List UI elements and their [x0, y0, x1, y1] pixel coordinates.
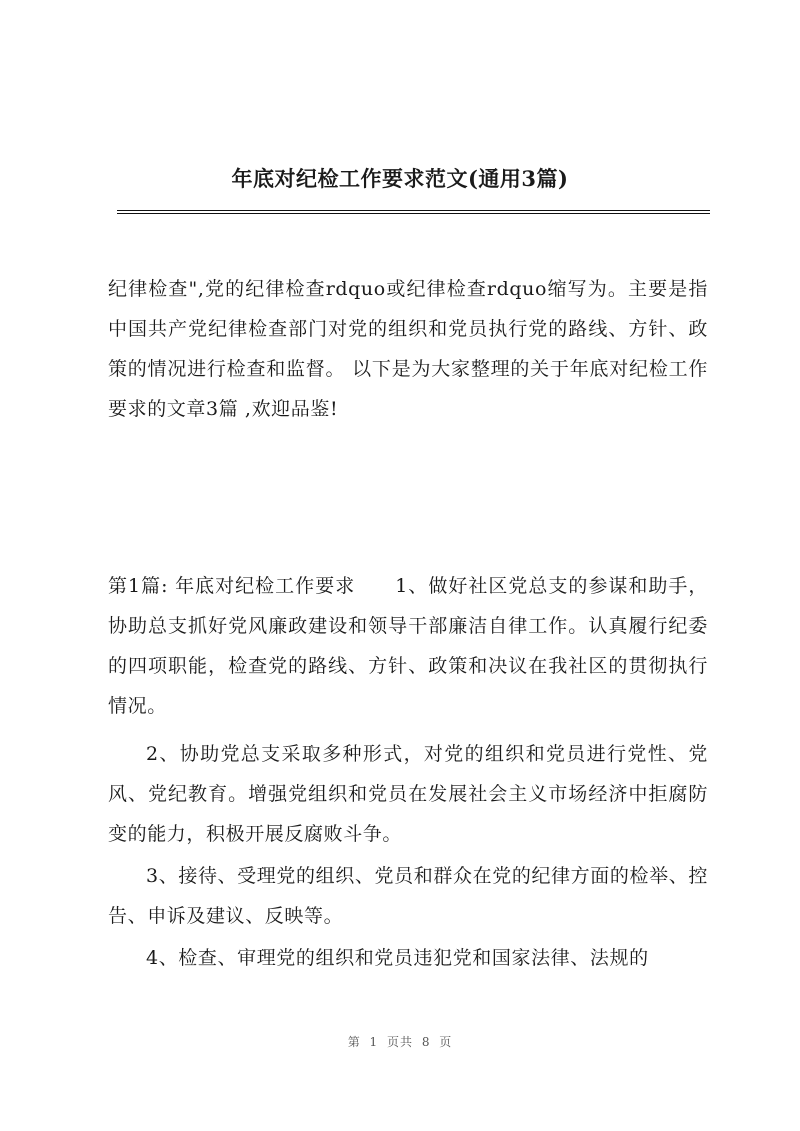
page-footer: 第 1 页共 8 页: [347, 1035, 453, 1049]
body-paragraph-3: 3、接待、受理党的组织、党员和群众在党的纪律方面的检举、控告、申诉及建议、反映等。: [108, 865, 708, 927]
body-paragraph-2: 2、协助党总支采取多种形式，对党的组织和党员进行党性、党风、党纪教育。增强党组织和党员在发展社会主义市场经济中拒腐防变的能力，积极开展反腐败斗争。: [108, 743, 708, 845]
body-paragraph-1: 第1篇: 年底对纪检工作要求 1、做好社区党总支的参谋和助手，协助总支抓好党风廉政建设和领导干部廉洁自律工作。认真履行纪委的四项职能，检查党的路线、方针、政策和决议在我社区的贯彻执行情况。: [108, 575, 708, 717]
document-title: 年底对纪检工作要求范文(通用3篇): [231, 166, 569, 191]
intro-paragraph: 纪律检查",党的纪律检查rdquo或纪律检查rdquo缩写为。主要是指中国共产党纪律检查部门对党的组织和党员执行党的路线、方针、政策的情况进行检查和监督。 以下是为大家整理的关于年底对纪检工作要求的文章3篇 ,欢迎品鉴!: [108, 278, 708, 420]
title-divider: [117, 210, 710, 214]
body-paragraph-4: 4、检查、审理党的组织和党员违犯党和国家法律、法规的: [146, 947, 649, 969]
